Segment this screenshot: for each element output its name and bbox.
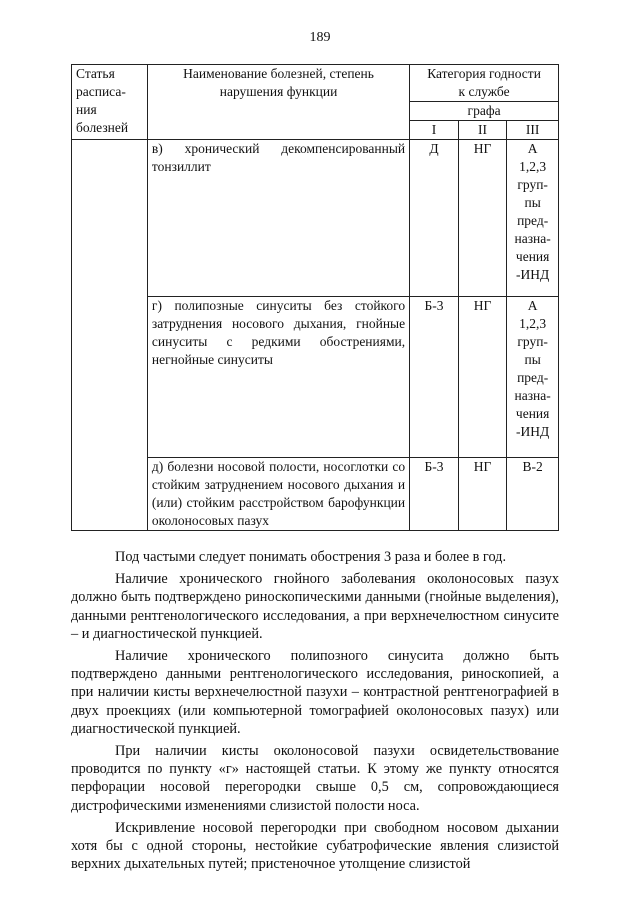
paragraph: Наличие хронического полипозного синусита должно быть подтверждено данными рентгенологического исследования, риноскопией, а при наличии кисты верхнечелюстной пазухи – контрастной рентгенографией в двух проекциях (или компьютерной томографией околоносовых пазух) или диагностической пункцией. [71,648,559,737]
header-category [410,65,559,102]
graf-3-line: 1,2,3 [519,159,547,174]
graf-3-cell [507,140,559,297]
graf-number-3: III [507,121,559,140]
graf-1-cell: Б-3 [410,297,459,458]
disease-cell: г) полипозные синуситы без стойкого затруднения носового дыхания, гнойные синуситы с редкими обострениями, негнойные синуситы [147,297,409,458]
header-category-line: Категория годности [427,66,541,81]
graf-2-cell: НГ [458,140,506,297]
disease-cell: д) болезни носовой полости, носоглотки со стойким затруднением носового дыхания и (или) стойким расстройством барофункции околоносовых пазух [147,458,409,531]
header-name-line: нарушения функции [219,84,338,99]
header-name-line: Наименование болезней, степень [183,66,374,81]
header-article-line: расписа- [76,84,126,99]
paragraph: Искривление носовой перегородки при свободном носовом дыхании хотя бы с одной стороны, нестойкие субатрофические явления слизистой верхних дыхательных путей; пристеночное утолщение слизистой [71,819,559,873]
table-row [72,140,559,297]
graf-3-line: груп- [517,334,548,349]
body-text [71,548,559,877]
header-disease-name [147,65,409,140]
graf-3-line: пред- [517,370,549,385]
graf-3-line: чения [515,406,550,421]
header-category-line: к службе [458,84,510,99]
graf-2-cell: НГ [458,297,506,458]
graf-number-1: I [410,121,459,140]
graf-3-line: чения [515,249,550,264]
disease-cell: в) хронический декомпенсированный тонзиллит [147,140,409,297]
header-article [72,65,148,140]
graf-3-line: пред- [517,213,549,228]
paragraph: При наличии кисты околоносовой пазухи освидетельствование проводится по пункту «г» настоящей статьи. К этому же пункту относятся перфорации носовой перегородки свыше 0,5 см, сопровождающиеся дистрофическими изменениями слизистой полости носа. [71,743,559,814]
graf-3-line: В-2 [522,459,543,474]
header-article-line: ния [76,102,97,117]
paragraph: Наличие хронического гнойного заболевания околоносовых пазух должно быть подтверждено риноскопическими данными (гнойные выделения), данными рентгенологического исследования, а при верхнечелюстном синусите – и диагностической пункцией. [71,571,559,642]
article-cell [72,140,148,531]
graf-3-line: А [527,298,538,313]
graf-3-line: А [527,141,538,156]
graf-3-line: пы [524,352,541,367]
header-grafa: графа [410,102,559,121]
graf-3-cell [507,297,559,458]
graf-2-cell: НГ [458,458,506,531]
graf-1-cell: Б-3 [410,458,459,531]
graf-1-cell: Д [410,140,459,297]
graf-3-cell [507,458,559,531]
graf-3-line: груп- [517,177,548,192]
header-article-line: Статья [76,66,115,81]
graf-3-line: назна- [514,388,551,403]
paragraph: Под частыми следует понимать обострения 3 раза и более в год. [115,549,507,565]
page-number: 189 [309,30,331,45]
graf-3-line: -ИНД [516,424,550,439]
graf-3-line: пы [524,195,541,210]
graf-3-line: назна- [514,231,551,246]
graf-number-2: II [458,121,506,140]
graf-3-line: -ИНД [516,267,550,282]
fitness-category-table [71,64,559,531]
graf-3-line: 1,2,3 [519,316,547,331]
header-article-line: болезней [76,120,129,135]
